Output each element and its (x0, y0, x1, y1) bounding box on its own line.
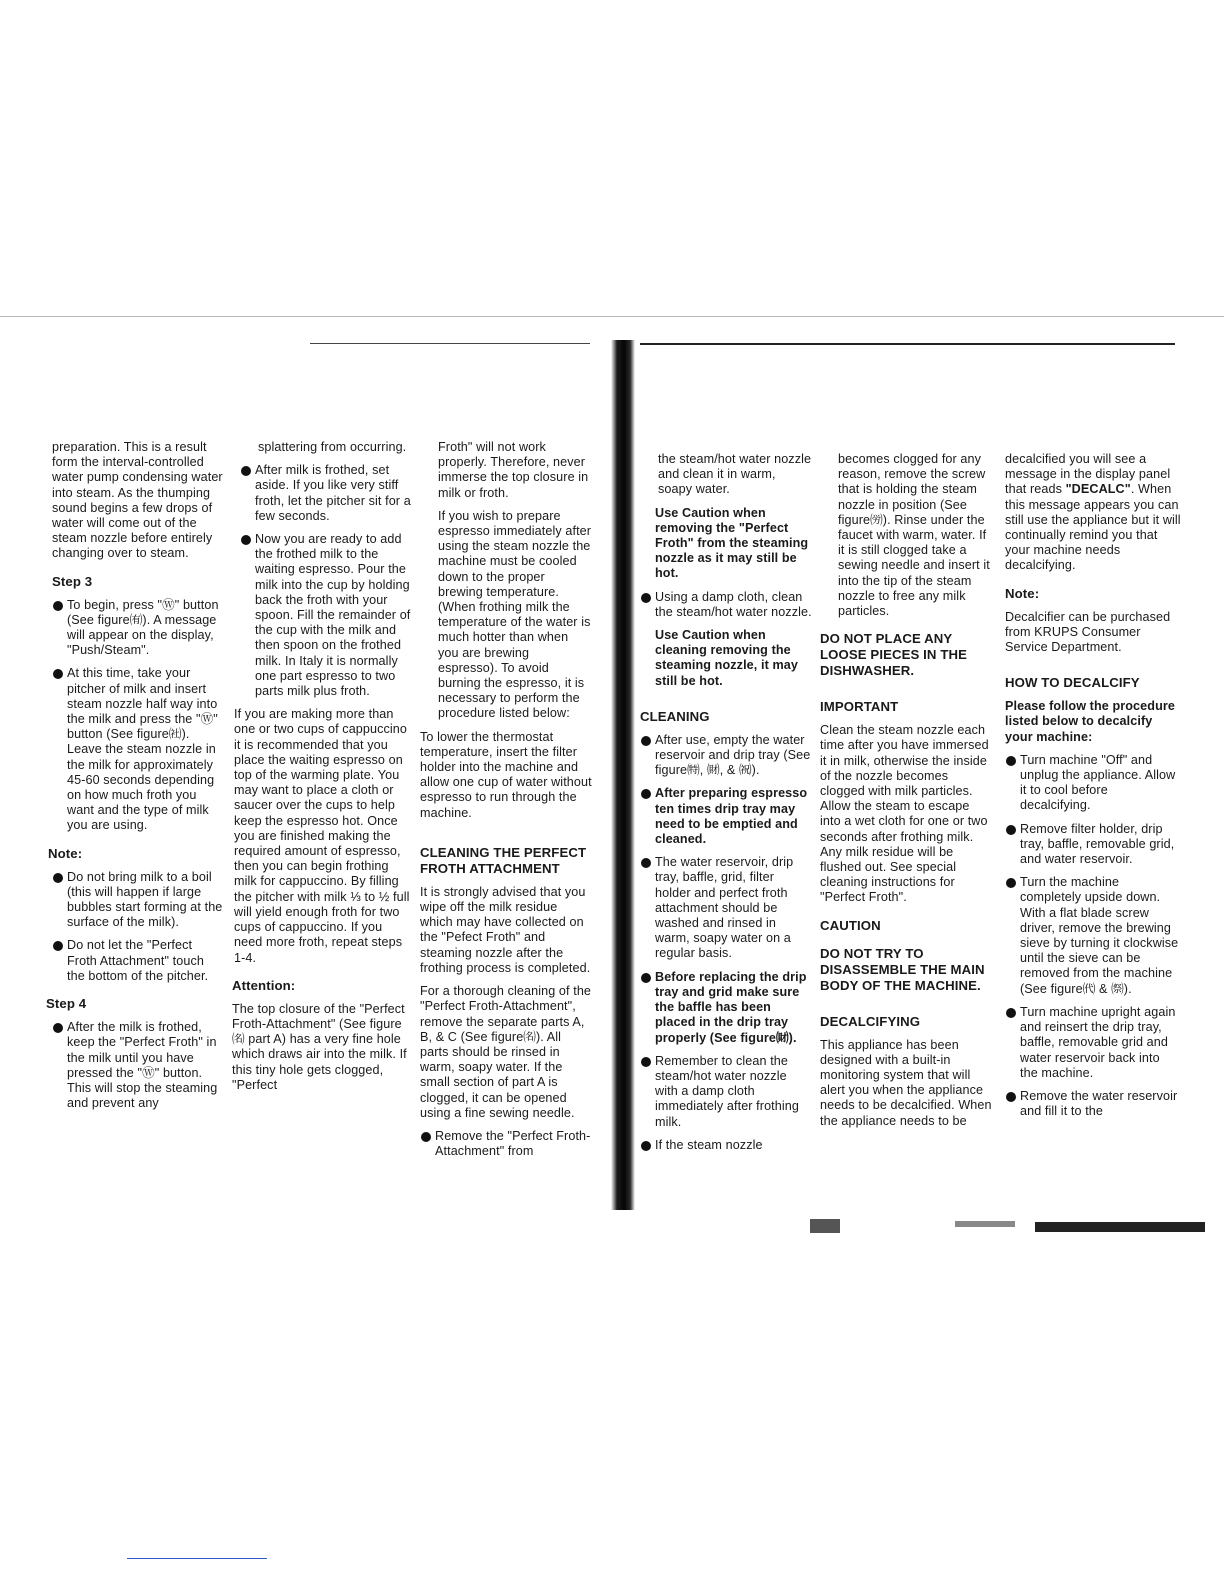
frothing-list (240, 463, 412, 699)
paragraph: preparation. This is a result form the interval-controlled water pump condensing water into steam. As the thumping sound begins a few drops of water will come out of the steam nozzle before entirely changing over to steam. (52, 440, 223, 561)
attention-heading: Attention: (232, 977, 296, 993)
disassemble-heading: DO NOT TRY TO DISASSEMBLE THE MAIN BODY OF THE MACHINE. (820, 945, 985, 993)
paragraph: The top closure of the "Perfect Froth-Attachment" (See figure㈴ part A) has a very fine hole which draws air into the milk. If this tiny hole gets clogged, "Perfect (232, 1001, 407, 1092)
list-item: Do not bring milk to a boil (this will happen if large bubbles start forming at the surface of the milk). (52, 870, 224, 931)
bottom-scan-noise-2 (810, 1219, 840, 1233)
caution-heading: CAUTION (820, 917, 881, 933)
list-item: Before replacing the drip tray and grid make sure the baffle has been placed in the drip tray properly (See figure㈶). (640, 970, 812, 1046)
list-item: Turn the machine completely upside down. With a flat blade screw driver, remove the brewing sieve by turning it clockwise until the sieve can be removed from the machine (See figure㈹ & ㉀). (1005, 875, 1181, 997)
column-4 (640, 452, 812, 1161)
paragraph: For a thorough cleaning of the "Perfect Froth-Attachment", remove the separate parts A, B, & C (See figure㈴). All parts should be rinsed in warm, soapy water. If the small section of part A is clogged, it can be opened using a fine sewing needle. (420, 984, 592, 1120)
text-span: . When this message appears you can still use the appliance but it will continually remind you that your machine needs decalcifying. (1005, 482, 1181, 573)
decalc-code: "DECALC" (1065, 482, 1131, 497)
bottom-blue-line (127, 1558, 267, 1559)
cleaning-list (640, 733, 812, 1153)
column-6 (1005, 452, 1181, 1127)
how-to-decalcify-heading: HOW TO DECALCIFY (1005, 675, 1140, 691)
list-item: To begin, press "Ⓦ" button (See figure㈲). A message will appear on the display, "Push/Steam". (52, 598, 224, 659)
decalcifying-heading: DECALCIFYING (820, 1013, 921, 1029)
paragraph: the steam/hot water nozzle and clean it in warm, soapy water. (658, 452, 812, 497)
paragraph: It is strongly advised that you wipe off the milk residue which may have collected on the "Pefect Froth" and steaming nozzle after the frothing process is completed. (420, 884, 591, 975)
dishwasher-heading: DO NOT PLACE ANY LOOSE PIECES IN THE DISHWASHER. (820, 631, 967, 679)
procedure-subheading: Please follow the procedure listed below to decalcify your machine: (1005, 699, 1175, 744)
scan-edge-line (0, 316, 1224, 317)
list-item: Remove the water reservoir and fill it to the (1005, 1089, 1181, 1119)
paragraph: If you wish to prepare espresso immediately after using the steam nozzle the machine must be cooled down to the proper brewing temperature. (When frothing milk the temperature of the water is much hotter than when you are brewing espresso). To avoid burning the espresso, it is necessary to perform the procedure listed below: (438, 508, 592, 721)
paragraph: Clean the steam nozzle each time after you have immersed it in milk, otherwise the inside of the nozzle becomes clogged with milk particles. Allow the steam to escape into a wet cloth for one or two seconds after frothing milk. Any milk residue will be flushed out. See special cleaning instructions for "Perfect Froth". (820, 723, 989, 905)
note-list (52, 870, 224, 984)
list-item: Remove the "Perfect Froth-Attachment" from (420, 1129, 592, 1159)
cleaning-heading: CLEANING (640, 708, 710, 724)
paragraph: Decalcifier can be purchased from KRUPS Consumer Service Department. (1005, 609, 1171, 655)
paragraph: Froth" will not work properly. Therefore, never immerse the top closure in milk or froth. (438, 440, 589, 500)
paragraph: splattering from occurring. (258, 440, 407, 454)
list-item: After the milk is frothed, keep the "Perfect Froth" in the milk until you have pressed the "Ⓦ" button. This will stop the steaming and prevent any (52, 1020, 224, 1111)
caution-text: Use Caution when cleaning removing the steaming nozzle, it may still be hot. (655, 628, 798, 688)
list-item: After milk is frothed, set aside. If you like very stiff froth, let the pitcher sit for a few seconds. (240, 463, 412, 524)
paragraph: This appliance has been designed with a built-in monitoring system that will alert you when the appliance needs to be decalcified. When the appliance needs to be (820, 1037, 992, 1128)
list-item: Remember to clean the steam/hot water nozzle with a damp cloth immediately after frothing milk. (640, 1054, 812, 1130)
top-rule-left (310, 343, 590, 344)
important-heading: IMPORTANT (820, 699, 899, 715)
list-item: Do not let the "Perfect Froth Attachment" touch the bottom of the pitcher. (52, 938, 224, 984)
note-heading: Note: (1005, 585, 1040, 601)
list-item: Turn machine "Off" and unplug the appliance. Allow it to cool before decalcifying. (1005, 753, 1181, 814)
book-spine-shadow (611, 340, 635, 1210)
step-3-heading: Step 3 (52, 573, 93, 589)
decalcify-list (1005, 753, 1181, 1119)
remove-list (420, 1129, 592, 1159)
bottom-scan-noise-3 (955, 1221, 1015, 1227)
paragraph: If you are making more than one or two cups of cappuccino it is recommended that you place the waiting espresso on top of the warming plate. You may want to place a cloth or saucer over the cups to help keep the espresso hot. Once you are finished making the required amount of espresso, then you can begin frothing milk for cappuccino. By filling the pitcher with milk ⅓ to ½ full will yield enough froth for two cups of cappuccino. If you need more froth, repeat steps 1-4. (234, 707, 410, 965)
top-rule-right (640, 343, 1175, 345)
caution-text: Use Caution when removing the "Perfect Froth" from the steaming nozzle as it may still be hot. (655, 505, 809, 581)
step-3-list (52, 598, 224, 834)
step-4-heading: Step 4 (46, 996, 87, 1012)
paragraph: To lower the thermostat temperature, insert the filter holder into the machine and allow one cup of water without espresso to run through the machine. (420, 729, 592, 820)
list-item: Now you are ready to add the frothed milk to the waiting espresso. Pour the milk into the cup by holding back the froth with your spoon. Fill the remainder of the cup with the milk and then spoon on the frothed milk. In Italy it is normally one part espresso to two parts milk plus froth. (240, 532, 412, 699)
list-item: After use, empty the water reservoir and drip tray (See figure㈵, ㈶, & ㈷). (640, 733, 812, 779)
paragraph: becomes clogged for any reason, remove the screw that is holding the steam nozzle in position (See figure㈸). Rinse under the faucet with warm, water. If it is still clogged take a sewing needle and insert it into the tip of the steam nozzle to free any milk particles. (838, 452, 990, 619)
step-4-list (52, 1020, 224, 1111)
list-item: Using a damp cloth, clean the steam/hot water nozzle. (640, 590, 812, 620)
list-item: The water reservoir, drip tray, baffle, grid, filter holder and perfect froth attachment should be washed and rinsed in warm, soapy water on a regular basis. (640, 855, 812, 961)
column-1 (46, 440, 224, 1119)
column-3 (420, 440, 592, 1167)
list-item: At this time, take your pitcher of milk and insert steam nozzle half way into the milk and press the "Ⓦ" button (See figure㈳). Leave the steam nozzle in the milk for approximately 45-60 seconds depending on how much froth you want and the type of milk you are using. (52, 666, 224, 833)
column-5 (820, 452, 992, 1137)
list-item: Turn machine upright again and reinsert the drip tray, baffle, removable grid and water reservoir back into the machine. (1005, 1005, 1181, 1081)
column-2 (232, 440, 412, 1101)
list-item: After preparing espresso ten times drip tray may need to be emptied and cleaned. (640, 786, 812, 847)
bottom-scan-noise (1035, 1222, 1205, 1232)
text-span: decalcified you will see a message in the display panel that reads (1005, 452, 1171, 497)
paragraph (1005, 452, 1181, 574)
list-item: Remove filter holder, drip tray, baffle, removable grid, and water reservoir. (1005, 822, 1181, 868)
cloth-list (640, 590, 812, 620)
note-heading: Note: (48, 845, 83, 861)
cleaning-froth-heading: CLEANING THE PERFECT FROTH ATTACHMENT (420, 844, 587, 876)
list-item: If the steam nozzle (640, 1138, 812, 1153)
